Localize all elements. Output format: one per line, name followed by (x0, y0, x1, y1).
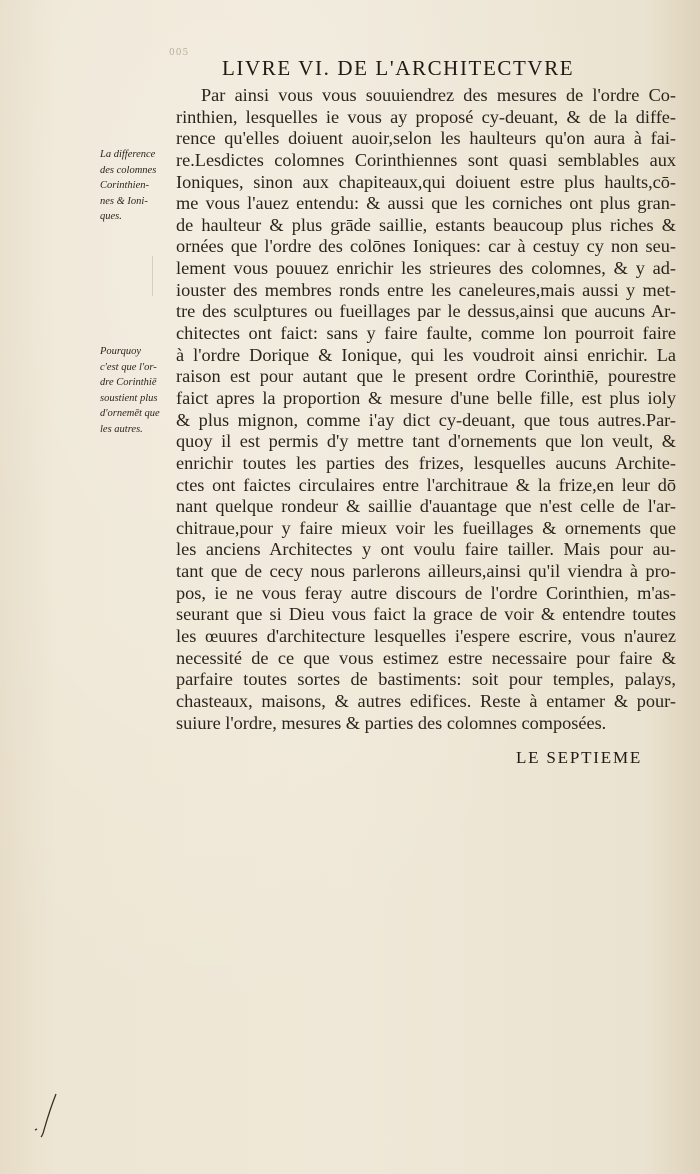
text-line: nant quelque rondeur & saillie d'auantage que n'est celle de l'ar- (176, 496, 676, 517)
text-line: enrichir toutes les parties des frizes, lesquelles aucuns Archite- (176, 452, 676, 473)
text-line: rence qu'elles doiuent auoir,selon les haulteurs qu'on aura à fai- (176, 128, 676, 149)
margin-smudge (152, 256, 153, 296)
text-line: quoy il est permis d'y mettre tant d'ornements que lon veult, & (176, 431, 676, 452)
margin-note-difference (100, 147, 174, 225)
text-line: lement vous pouuez enrichir les strieures des colomnes, & y ad- (176, 258, 676, 279)
text-line: chitectes ont faict: sans y faire faulte, comme lon pourroit faire (176, 323, 676, 344)
margin-note-line: c'est que l'or- (100, 361, 157, 373)
running-head: LIVRE VI. DE L'ARCHITECTVRE (222, 56, 575, 80)
text-line: parfaire toutes sortes de bastiments: soit pour temples, palays, (176, 669, 676, 690)
text-line: ctes ont faictes circulaires entre l'architraue & la frize,en leur dō (176, 474, 676, 495)
text-line: iouster des membres ronds entre les caneleures,mais aussi y met- (176, 279, 676, 300)
text-line: les anciens Architectes y ont voulu faire tailler. Mais pour au- (176, 539, 676, 560)
text-line: chasteaux, maisons, & autres edifices. Reste à entamer & pour- (176, 690, 676, 711)
text-line: Par ainsi vous vous souuiendrez des mesures de l'ordre Co- (201, 85, 676, 105)
margin-note-line: des colomnes (100, 164, 157, 176)
margin-note-line: nes & Ioni- (100, 195, 148, 207)
margin-note-line: soustient plus (100, 392, 158, 404)
text-line: re.Lesdictes colomnes Corinthiennes sont quasi semblables aux (176, 149, 676, 170)
margin-note-pourquoy (100, 344, 174, 437)
margin-note-line: La difference (100, 149, 156, 160)
margin-note-line: ques. (100, 211, 122, 222)
main-text-block (176, 85, 676, 734)
margin-note-line: les autres. (100, 423, 143, 435)
text-line: necessité de ce que vous estimez estre necessaire pour faire & (176, 647, 676, 668)
text-line: me vous l'auez entendu: & aussi que les corniches ont plus gran- (176, 193, 676, 214)
margin-note-line: Pourquoy (100, 346, 142, 357)
text-line: pos, ie ne vous feray autre discours de l'ordre Corinthien, m'as- (176, 582, 676, 603)
text-line: faict apres la proportion & mesure d'une belle fille, est plus ioly (176, 387, 676, 408)
text-line: les œuures d'architecture lesquelles i'espere escrire, vous n'aurez (176, 626, 676, 647)
margin-note-line: d'ornemēt que (100, 408, 160, 419)
text-line: suiure l'ordre, mesures & parties des colomnes composées. (176, 712, 607, 733)
margin-note-line: dre Corinthiē (100, 377, 157, 388)
text-line: tre des sculptures ou fueillages par le dessus,ainsi que aucuns Ar- (176, 301, 676, 322)
text-line: tant que de cecy nous parlerons ailleurs,ainsi qu'il viendra à pro- (176, 561, 676, 582)
text-line: rinthien, lesquelles ie vous ay proposé cy-deuant, & de la diffe- (176, 106, 676, 127)
catchword: LE SEPTIEME (516, 748, 643, 767)
text-line: raison est pour autant que le present ordre Corinthiē, pourestre (176, 366, 676, 387)
folio-number: 005 (169, 48, 190, 58)
text-line: ornées que l'ordre des colōnes Ioniques: car à cestuy cy non seu- (176, 236, 676, 257)
text-line: de haulteur & plus grāde saillie, estants beaucoup plus riches & (176, 214, 676, 235)
margin-note-line: Corinthien- (100, 180, 149, 191)
pen-stroke-mark (30, 1090, 70, 1140)
text-line: seurant que si Dieu vous faict la grace de voir & entendre toutes (176, 604, 676, 625)
text-line: Ioniques, sinon aux chapiteaux,qui doiuent estre plus haults,cō- (176, 171, 676, 192)
text-line: & plus mignon, comme i'ay dict cy-deuant, que tous autres.Par- (176, 409, 676, 430)
text-line: chitraue,pour y faire mieux voir les fueillages & ornements que (176, 517, 676, 538)
text-line: à l'ordre Dorique & Ionique, qui les voudroit ainsi enrichir. La (176, 344, 676, 365)
